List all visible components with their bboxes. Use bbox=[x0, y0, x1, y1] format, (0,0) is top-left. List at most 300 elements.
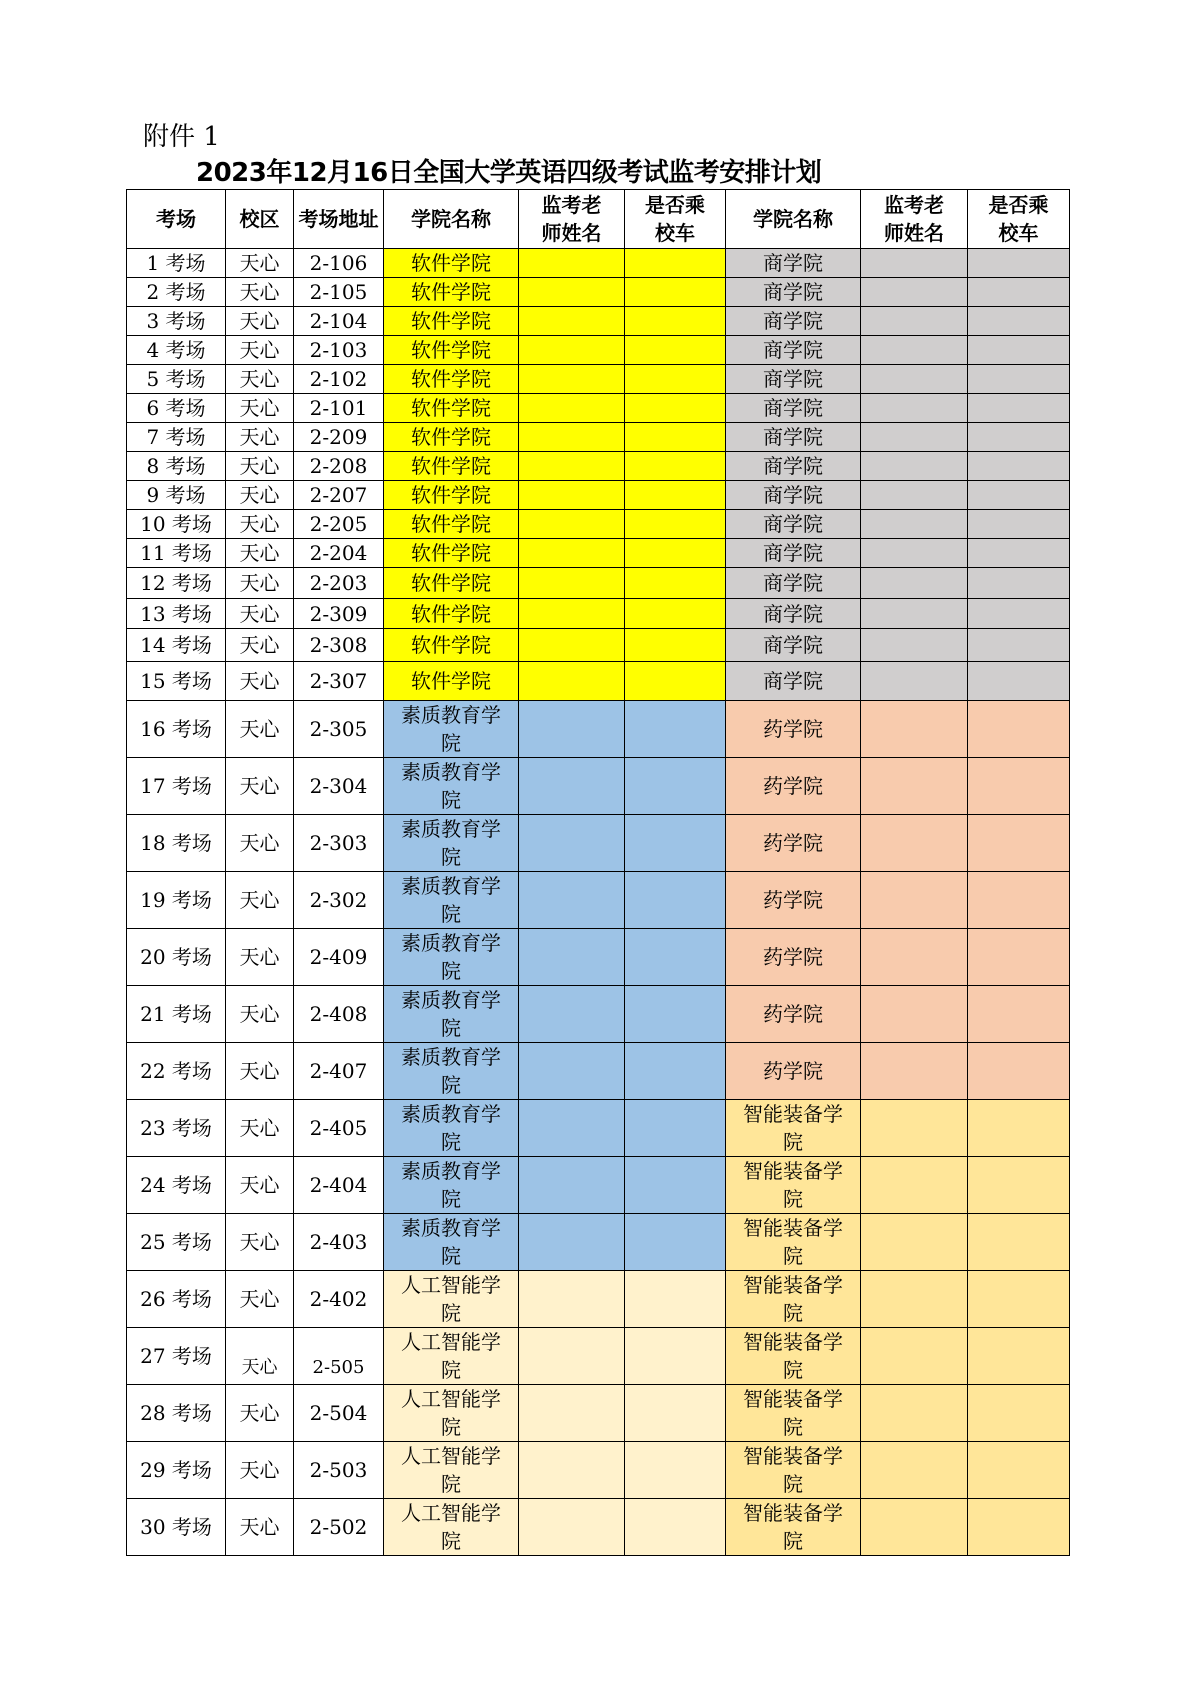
room-cell: 9 考场 bbox=[127, 481, 226, 510]
teacher-1-cell[interactable] bbox=[519, 1271, 625, 1328]
bus-1-cell[interactable] bbox=[625, 1499, 726, 1556]
room-cell: 13 考场 bbox=[127, 599, 226, 629]
college-1-cell bbox=[384, 452, 519, 481]
college-name: 商学院 bbox=[763, 512, 823, 536]
teacher-2-cell[interactable] bbox=[861, 701, 968, 758]
bus-2-cell[interactable] bbox=[968, 1271, 1070, 1328]
college-1-cell bbox=[384, 1157, 519, 1214]
teacher-2-cell[interactable] bbox=[861, 394, 968, 423]
bus-2-cell[interactable] bbox=[968, 1385, 1070, 1442]
bus-1-cell[interactable] bbox=[625, 1271, 726, 1328]
college-1-cell bbox=[384, 539, 519, 568]
attachment-label: 附件 1 bbox=[143, 122, 220, 152]
bus-1-cell[interactable] bbox=[625, 1043, 726, 1100]
table-row bbox=[127, 568, 1070, 599]
room-cell: 12 考场 bbox=[127, 568, 226, 599]
document-title: 2023年12月16日全国大学英语四级考试监考安排计划 bbox=[196, 158, 822, 188]
teacher-1-cell[interactable] bbox=[519, 929, 625, 986]
college-name: 智能装备学院 bbox=[743, 1102, 843, 1154]
teacher-2-cell[interactable] bbox=[861, 1100, 968, 1157]
teacher-1-cell[interactable] bbox=[519, 1328, 625, 1385]
table-row bbox=[127, 1157, 1070, 1214]
teacher-1-cell[interactable] bbox=[519, 452, 625, 481]
campus-cell: 天心 bbox=[226, 452, 294, 481]
bus-1-cell[interactable] bbox=[625, 929, 726, 986]
bus-2-cell[interactable] bbox=[968, 815, 1070, 872]
college-name: 智能装备学院 bbox=[743, 1501, 843, 1553]
college-2-cell bbox=[726, 599, 861, 629]
table-row bbox=[127, 394, 1070, 423]
teacher-2-cell[interactable] bbox=[861, 452, 968, 481]
header-college-2: 学院名称 bbox=[726, 190, 861, 249]
campus-cell: 天心 bbox=[226, 1157, 294, 1214]
teacher-1-cell[interactable] bbox=[519, 599, 625, 629]
room-cell: 25 考场 bbox=[127, 1214, 226, 1271]
table-row bbox=[127, 452, 1070, 481]
address-cell: 2-208 bbox=[294, 452, 384, 481]
teacher-1-cell[interactable] bbox=[519, 249, 625, 278]
bus-2-cell[interactable] bbox=[968, 1100, 1070, 1157]
bus-2-cell[interactable] bbox=[968, 1328, 1070, 1385]
college-name: 软件学院 bbox=[411, 571, 491, 595]
bus-1-cell[interactable] bbox=[625, 1100, 726, 1157]
college-name: 商学院 bbox=[763, 396, 823, 420]
college-2-cell bbox=[726, 1385, 861, 1442]
bus-2-cell[interactable] bbox=[968, 629, 1070, 662]
teacher-2-cell[interactable] bbox=[861, 568, 968, 599]
college-1-cell bbox=[384, 423, 519, 452]
campus-cell: 天心 bbox=[226, 1499, 294, 1556]
teacher-2-cell[interactable] bbox=[861, 599, 968, 629]
college-1-cell bbox=[384, 1271, 519, 1328]
college-name: 智能装备学院 bbox=[743, 1216, 843, 1268]
bus-2-cell[interactable] bbox=[968, 481, 1070, 510]
address-cell: 2-305 bbox=[294, 701, 384, 758]
table-row bbox=[127, 701, 1070, 758]
college-1-cell bbox=[384, 1442, 519, 1499]
bus-1-cell[interactable] bbox=[625, 423, 726, 452]
teacher-1-cell[interactable] bbox=[519, 336, 625, 365]
teacher-2-cell[interactable] bbox=[861, 1043, 968, 1100]
table-row bbox=[127, 249, 1070, 278]
teacher-2-cell[interactable] bbox=[861, 929, 968, 986]
college-1-cell bbox=[384, 568, 519, 599]
bus-1-cell[interactable] bbox=[625, 1385, 726, 1442]
college-2-cell bbox=[726, 423, 861, 452]
address-cell: 2-101 bbox=[294, 394, 384, 423]
college-2-cell bbox=[726, 365, 861, 394]
table-row bbox=[127, 307, 1070, 336]
college-name: 商学院 bbox=[763, 483, 823, 507]
teacher-2-cell[interactable] bbox=[861, 539, 968, 568]
college-name: 软件学院 bbox=[411, 280, 491, 304]
college-2-cell bbox=[726, 758, 861, 815]
room-cell: 3 考场 bbox=[127, 307, 226, 336]
teacher-2-cell[interactable] bbox=[861, 1442, 968, 1499]
college-name: 人工智能学院 bbox=[401, 1330, 501, 1382]
bus-2-cell[interactable] bbox=[968, 1214, 1070, 1271]
teacher-1-cell[interactable] bbox=[519, 872, 625, 929]
teacher-2-cell[interactable] bbox=[861, 307, 968, 336]
college-1-cell bbox=[384, 249, 519, 278]
college-1-cell bbox=[384, 394, 519, 423]
teacher-1-cell[interactable] bbox=[519, 568, 625, 599]
teacher-1-cell[interactable] bbox=[519, 701, 625, 758]
address-cell: 2-405 bbox=[294, 1100, 384, 1157]
teacher-1-cell[interactable] bbox=[519, 510, 625, 539]
room-cell: 7 考场 bbox=[127, 423, 226, 452]
college-name: 软件学院 bbox=[411, 251, 491, 275]
campus-cell: 天心 bbox=[226, 599, 294, 629]
campus-cell: 天心 bbox=[226, 1385, 294, 1442]
room-cell: 22 考场 bbox=[127, 1043, 226, 1100]
college-1-cell bbox=[384, 1385, 519, 1442]
college-2-cell bbox=[726, 481, 861, 510]
college-2-cell bbox=[726, 394, 861, 423]
bus-1-cell[interactable] bbox=[625, 1328, 726, 1385]
bus-2-cell[interactable] bbox=[968, 1157, 1070, 1214]
college-2-cell bbox=[726, 1271, 861, 1328]
college-name: 软件学院 bbox=[411, 367, 491, 391]
room-cell: 4 考场 bbox=[127, 336, 226, 365]
header-teacher-2: 监考老师姓名 bbox=[861, 190, 968, 249]
bus-2-cell[interactable] bbox=[968, 1499, 1070, 1556]
teacher-1-cell[interactable] bbox=[519, 481, 625, 510]
campus-cell: 天心 bbox=[226, 872, 294, 929]
college-name: 人工智能学院 bbox=[401, 1387, 501, 1439]
bus-1-cell[interactable] bbox=[625, 278, 726, 307]
college-1-cell bbox=[384, 1100, 519, 1157]
bus-2-cell[interactable] bbox=[968, 365, 1070, 394]
bus-1-cell[interactable] bbox=[625, 758, 726, 815]
teacher-2-cell[interactable] bbox=[861, 1499, 968, 1556]
room-cell: 15 考场 bbox=[127, 662, 226, 701]
college-name: 药学院 bbox=[763, 1059, 823, 1083]
bus-1-cell[interactable] bbox=[625, 452, 726, 481]
teacher-2-cell[interactable] bbox=[861, 1214, 968, 1271]
campus-cell: 天心 bbox=[226, 629, 294, 662]
bus-2-cell[interactable] bbox=[968, 1043, 1070, 1100]
teacher-2-cell[interactable] bbox=[861, 986, 968, 1043]
college-2-cell bbox=[726, 510, 861, 539]
college-name: 软件学院 bbox=[411, 425, 491, 449]
bus-1-cell[interactable] bbox=[625, 365, 726, 394]
teacher-1-cell[interactable] bbox=[519, 423, 625, 452]
college-2-cell bbox=[726, 1499, 861, 1556]
college-2-cell bbox=[726, 249, 861, 278]
teacher-1-cell[interactable] bbox=[519, 365, 625, 394]
teacher-2-cell[interactable] bbox=[861, 815, 968, 872]
bus-2-cell[interactable] bbox=[968, 701, 1070, 758]
college-2-cell bbox=[726, 815, 861, 872]
bus-2-cell[interactable] bbox=[968, 872, 1070, 929]
table-row bbox=[127, 815, 1070, 872]
college-name: 人工智能学院 bbox=[401, 1444, 501, 1496]
address-cell: 2-309 bbox=[294, 599, 384, 629]
college-name: 智能装备学院 bbox=[743, 1159, 843, 1211]
college-1-cell bbox=[384, 815, 519, 872]
room-cell: 8 考场 bbox=[127, 452, 226, 481]
header-room: 考场 bbox=[127, 190, 226, 249]
table-row bbox=[127, 929, 1070, 986]
bus-1-cell[interactable] bbox=[625, 336, 726, 365]
college-name: 素质教育学院 bbox=[401, 1045, 501, 1097]
address-cell: 2-404 bbox=[294, 1157, 384, 1214]
college-1-cell bbox=[384, 872, 519, 929]
teacher-2-cell[interactable] bbox=[861, 423, 968, 452]
header-row bbox=[127, 190, 1070, 249]
college-name: 药学院 bbox=[763, 888, 823, 912]
bus-2-cell[interactable] bbox=[968, 662, 1070, 701]
table-row bbox=[127, 278, 1070, 307]
college-name: 素质教育学院 bbox=[401, 874, 501, 926]
campus-cell: 天心 bbox=[226, 1442, 294, 1499]
college-2-cell bbox=[726, 872, 861, 929]
room-cell: 26 考场 bbox=[127, 1271, 226, 1328]
bus-1-cell[interactable] bbox=[625, 1442, 726, 1499]
bus-2-cell[interactable] bbox=[968, 336, 1070, 365]
bus-1-cell[interactable] bbox=[625, 249, 726, 278]
college-name: 软件学院 bbox=[411, 669, 491, 693]
bus-2-cell[interactable] bbox=[968, 423, 1070, 452]
college-1-cell bbox=[384, 929, 519, 986]
bus-2-cell[interactable] bbox=[968, 452, 1070, 481]
campus-cell: 天心 bbox=[226, 394, 294, 423]
college-name: 智能装备学院 bbox=[743, 1444, 843, 1496]
bus-1-cell[interactable] bbox=[625, 568, 726, 599]
room-cell: 20 考场 bbox=[127, 929, 226, 986]
address-cell: 2-205 bbox=[294, 510, 384, 539]
room-cell: 1 考场 bbox=[127, 249, 226, 278]
teacher-2-cell[interactable] bbox=[861, 510, 968, 539]
bus-1-cell[interactable] bbox=[625, 510, 726, 539]
college-name: 商学院 bbox=[763, 251, 823, 275]
table-row bbox=[127, 1271, 1070, 1328]
room-cell: 27 考场 bbox=[127, 1328, 226, 1385]
campus-cell: 天心 bbox=[226, 568, 294, 599]
teacher-1-cell[interactable] bbox=[519, 1214, 625, 1271]
table-row bbox=[127, 1442, 1070, 1499]
teacher-1-cell[interactable] bbox=[519, 815, 625, 872]
teacher-1-cell[interactable] bbox=[519, 1499, 625, 1556]
campus-cell: 天心 bbox=[226, 539, 294, 568]
teacher-2-cell[interactable] bbox=[861, 872, 968, 929]
address-cell: 2-403 bbox=[294, 1214, 384, 1271]
table-row bbox=[127, 986, 1070, 1043]
bus-2-cell[interactable] bbox=[968, 510, 1070, 539]
college-2-cell bbox=[726, 452, 861, 481]
teacher-2-cell[interactable] bbox=[861, 662, 968, 701]
bus-1-cell[interactable] bbox=[625, 629, 726, 662]
room-cell: 16 考场 bbox=[127, 701, 226, 758]
teacher-1-cell[interactable] bbox=[519, 307, 625, 336]
campus-cell: 天心 bbox=[226, 1043, 294, 1100]
college-1-cell bbox=[384, 336, 519, 365]
teacher-1-cell[interactable] bbox=[519, 629, 625, 662]
campus-cell: 天心 bbox=[226, 815, 294, 872]
teacher-2-cell[interactable] bbox=[861, 1385, 968, 1442]
invigilation-table bbox=[126, 189, 1070, 1556]
campus-cell: 天心 bbox=[226, 307, 294, 336]
address-cell: 2-304 bbox=[294, 758, 384, 815]
bus-2-cell[interactable] bbox=[968, 986, 1070, 1043]
bus-2-cell[interactable] bbox=[968, 394, 1070, 423]
teacher-2-cell[interactable] bbox=[861, 758, 968, 815]
header-bus-1: 是否乘校车 bbox=[625, 190, 726, 249]
bus-2-cell[interactable] bbox=[968, 929, 1070, 986]
college-2-cell bbox=[726, 986, 861, 1043]
teacher-2-cell[interactable] bbox=[861, 629, 968, 662]
college-name: 智能装备学院 bbox=[743, 1387, 843, 1439]
college-1-cell bbox=[384, 599, 519, 629]
college-name: 素质教育学院 bbox=[401, 1216, 501, 1268]
bus-1-cell[interactable] bbox=[625, 986, 726, 1043]
address-cell: 2-106 bbox=[294, 249, 384, 278]
room-cell: 10 考场 bbox=[127, 510, 226, 539]
teacher-1-cell[interactable] bbox=[519, 1043, 625, 1100]
college-name: 软件学院 bbox=[411, 483, 491, 507]
header-bus-2: 是否乘校车 bbox=[968, 190, 1070, 249]
bus-2-cell[interactable] bbox=[968, 758, 1070, 815]
bus-1-cell[interactable] bbox=[625, 662, 726, 701]
table-row bbox=[127, 662, 1070, 701]
bus-1-cell[interactable] bbox=[625, 539, 726, 568]
teacher-1-cell[interactable] bbox=[519, 1157, 625, 1214]
college-1-cell bbox=[384, 629, 519, 662]
table-row bbox=[127, 423, 1070, 452]
teacher-1-cell[interactable] bbox=[519, 758, 625, 815]
bus-2-cell[interactable] bbox=[968, 539, 1070, 568]
college-name: 药学院 bbox=[763, 774, 823, 798]
campus-cell: 天心 bbox=[226, 986, 294, 1043]
address-cell: 2-505 bbox=[294, 1328, 384, 1385]
table-row bbox=[127, 336, 1070, 365]
teacher-2-cell[interactable] bbox=[861, 481, 968, 510]
table-body bbox=[127, 249, 1070, 1556]
teacher-2-cell[interactable] bbox=[861, 336, 968, 365]
college-name: 商学院 bbox=[763, 601, 823, 626]
address-cell: 2-308 bbox=[294, 629, 384, 662]
address-cell: 2-402 bbox=[294, 1271, 384, 1328]
college-name: 素质教育学院 bbox=[401, 760, 501, 812]
address-cell: 2-303 bbox=[294, 815, 384, 872]
campus-cell: 天心 bbox=[226, 510, 294, 539]
bus-1-cell[interactable] bbox=[625, 1214, 726, 1271]
college-1-cell bbox=[384, 1328, 519, 1385]
bus-1-cell[interactable] bbox=[625, 599, 726, 629]
campus-cell: 天心 bbox=[226, 423, 294, 452]
bus-1-cell[interactable] bbox=[625, 1157, 726, 1214]
table-row bbox=[127, 539, 1070, 568]
bus-1-cell[interactable] bbox=[625, 481, 726, 510]
teacher-2-cell[interactable] bbox=[861, 365, 968, 394]
college-name: 商学院 bbox=[763, 541, 823, 565]
address-cell: 2-307 bbox=[294, 662, 384, 701]
address-cell: 2-203 bbox=[294, 568, 384, 599]
college-2-cell bbox=[726, 662, 861, 701]
bus-2-cell[interactable] bbox=[968, 249, 1070, 278]
room-cell: 18 考场 bbox=[127, 815, 226, 872]
college-name: 药学院 bbox=[763, 1002, 823, 1026]
teacher-2-cell[interactable] bbox=[861, 1271, 968, 1328]
address-cell: 2-408 bbox=[294, 986, 384, 1043]
teacher-1-cell[interactable] bbox=[519, 986, 625, 1043]
room-cell: 29 考场 bbox=[127, 1442, 226, 1499]
teacher-1-cell[interactable] bbox=[519, 1385, 625, 1442]
college-name: 智能装备学院 bbox=[743, 1330, 843, 1382]
teacher-2-cell[interactable] bbox=[861, 1328, 968, 1385]
teacher-2-cell[interactable] bbox=[861, 249, 968, 278]
college-1-cell bbox=[384, 481, 519, 510]
table-row bbox=[127, 510, 1070, 539]
college-1-cell bbox=[384, 1214, 519, 1271]
address-cell: 2-302 bbox=[294, 872, 384, 929]
college-2-cell bbox=[726, 1442, 861, 1499]
bus-2-cell[interactable] bbox=[968, 278, 1070, 307]
campus-cell: 天心 bbox=[226, 1100, 294, 1157]
bus-1-cell[interactable] bbox=[625, 701, 726, 758]
college-2-cell bbox=[726, 1043, 861, 1100]
address-cell: 2-104 bbox=[294, 307, 384, 336]
college-1-cell bbox=[384, 365, 519, 394]
teacher-2-cell[interactable] bbox=[861, 1157, 968, 1214]
table-row bbox=[127, 1499, 1070, 1556]
bus-1-cell[interactable] bbox=[625, 394, 726, 423]
table-row bbox=[127, 1100, 1070, 1157]
address-cell: 2-105 bbox=[294, 278, 384, 307]
college-name: 药学院 bbox=[763, 945, 823, 969]
campus-cell: 天心 bbox=[226, 758, 294, 815]
bus-2-cell[interactable] bbox=[968, 599, 1070, 629]
teacher-1-cell[interactable] bbox=[519, 1100, 625, 1157]
college-name: 商学院 bbox=[763, 367, 823, 391]
college-name: 素质教育学院 bbox=[401, 988, 501, 1040]
teacher-1-cell[interactable] bbox=[519, 662, 625, 701]
bus-1-cell[interactable] bbox=[625, 307, 726, 336]
bus-1-cell[interactable] bbox=[625, 815, 726, 872]
teacher-1-cell[interactable] bbox=[519, 539, 625, 568]
bus-2-cell[interactable] bbox=[968, 568, 1070, 599]
teacher-1-cell[interactable] bbox=[519, 278, 625, 307]
college-2-cell bbox=[726, 278, 861, 307]
table-row bbox=[127, 1328, 1070, 1385]
address-cell: 2-409 bbox=[294, 929, 384, 986]
college-name: 软件学院 bbox=[411, 541, 491, 565]
college-name: 软件学院 bbox=[411, 338, 491, 362]
college-name: 商学院 bbox=[763, 633, 823, 657]
bus-2-cell[interactable] bbox=[968, 1442, 1070, 1499]
campus-cell: 天心 bbox=[226, 1328, 294, 1385]
campus-cell: 天心 bbox=[226, 336, 294, 365]
college-2-cell bbox=[726, 1214, 861, 1271]
college-name: 软件学院 bbox=[411, 454, 491, 478]
header-teacher-1: 监考老师姓名 bbox=[519, 190, 625, 249]
bus-1-cell[interactable] bbox=[625, 872, 726, 929]
room-cell: 2 考场 bbox=[127, 278, 226, 307]
teacher-2-cell[interactable] bbox=[861, 278, 968, 307]
college-name: 商学院 bbox=[763, 669, 823, 693]
teacher-1-cell[interactable] bbox=[519, 394, 625, 423]
bus-2-cell[interactable] bbox=[968, 307, 1070, 336]
campus-cell: 天心 bbox=[226, 662, 294, 701]
college-name: 软件学院 bbox=[411, 309, 491, 333]
teacher-1-cell[interactable] bbox=[519, 1442, 625, 1499]
college-name: 素质教育学院 bbox=[401, 931, 501, 983]
header-college-1: 学院名称 bbox=[384, 190, 519, 249]
college-1-cell bbox=[384, 307, 519, 336]
room-cell: 21 考场 bbox=[127, 986, 226, 1043]
campus-cell: 天心 bbox=[226, 278, 294, 307]
